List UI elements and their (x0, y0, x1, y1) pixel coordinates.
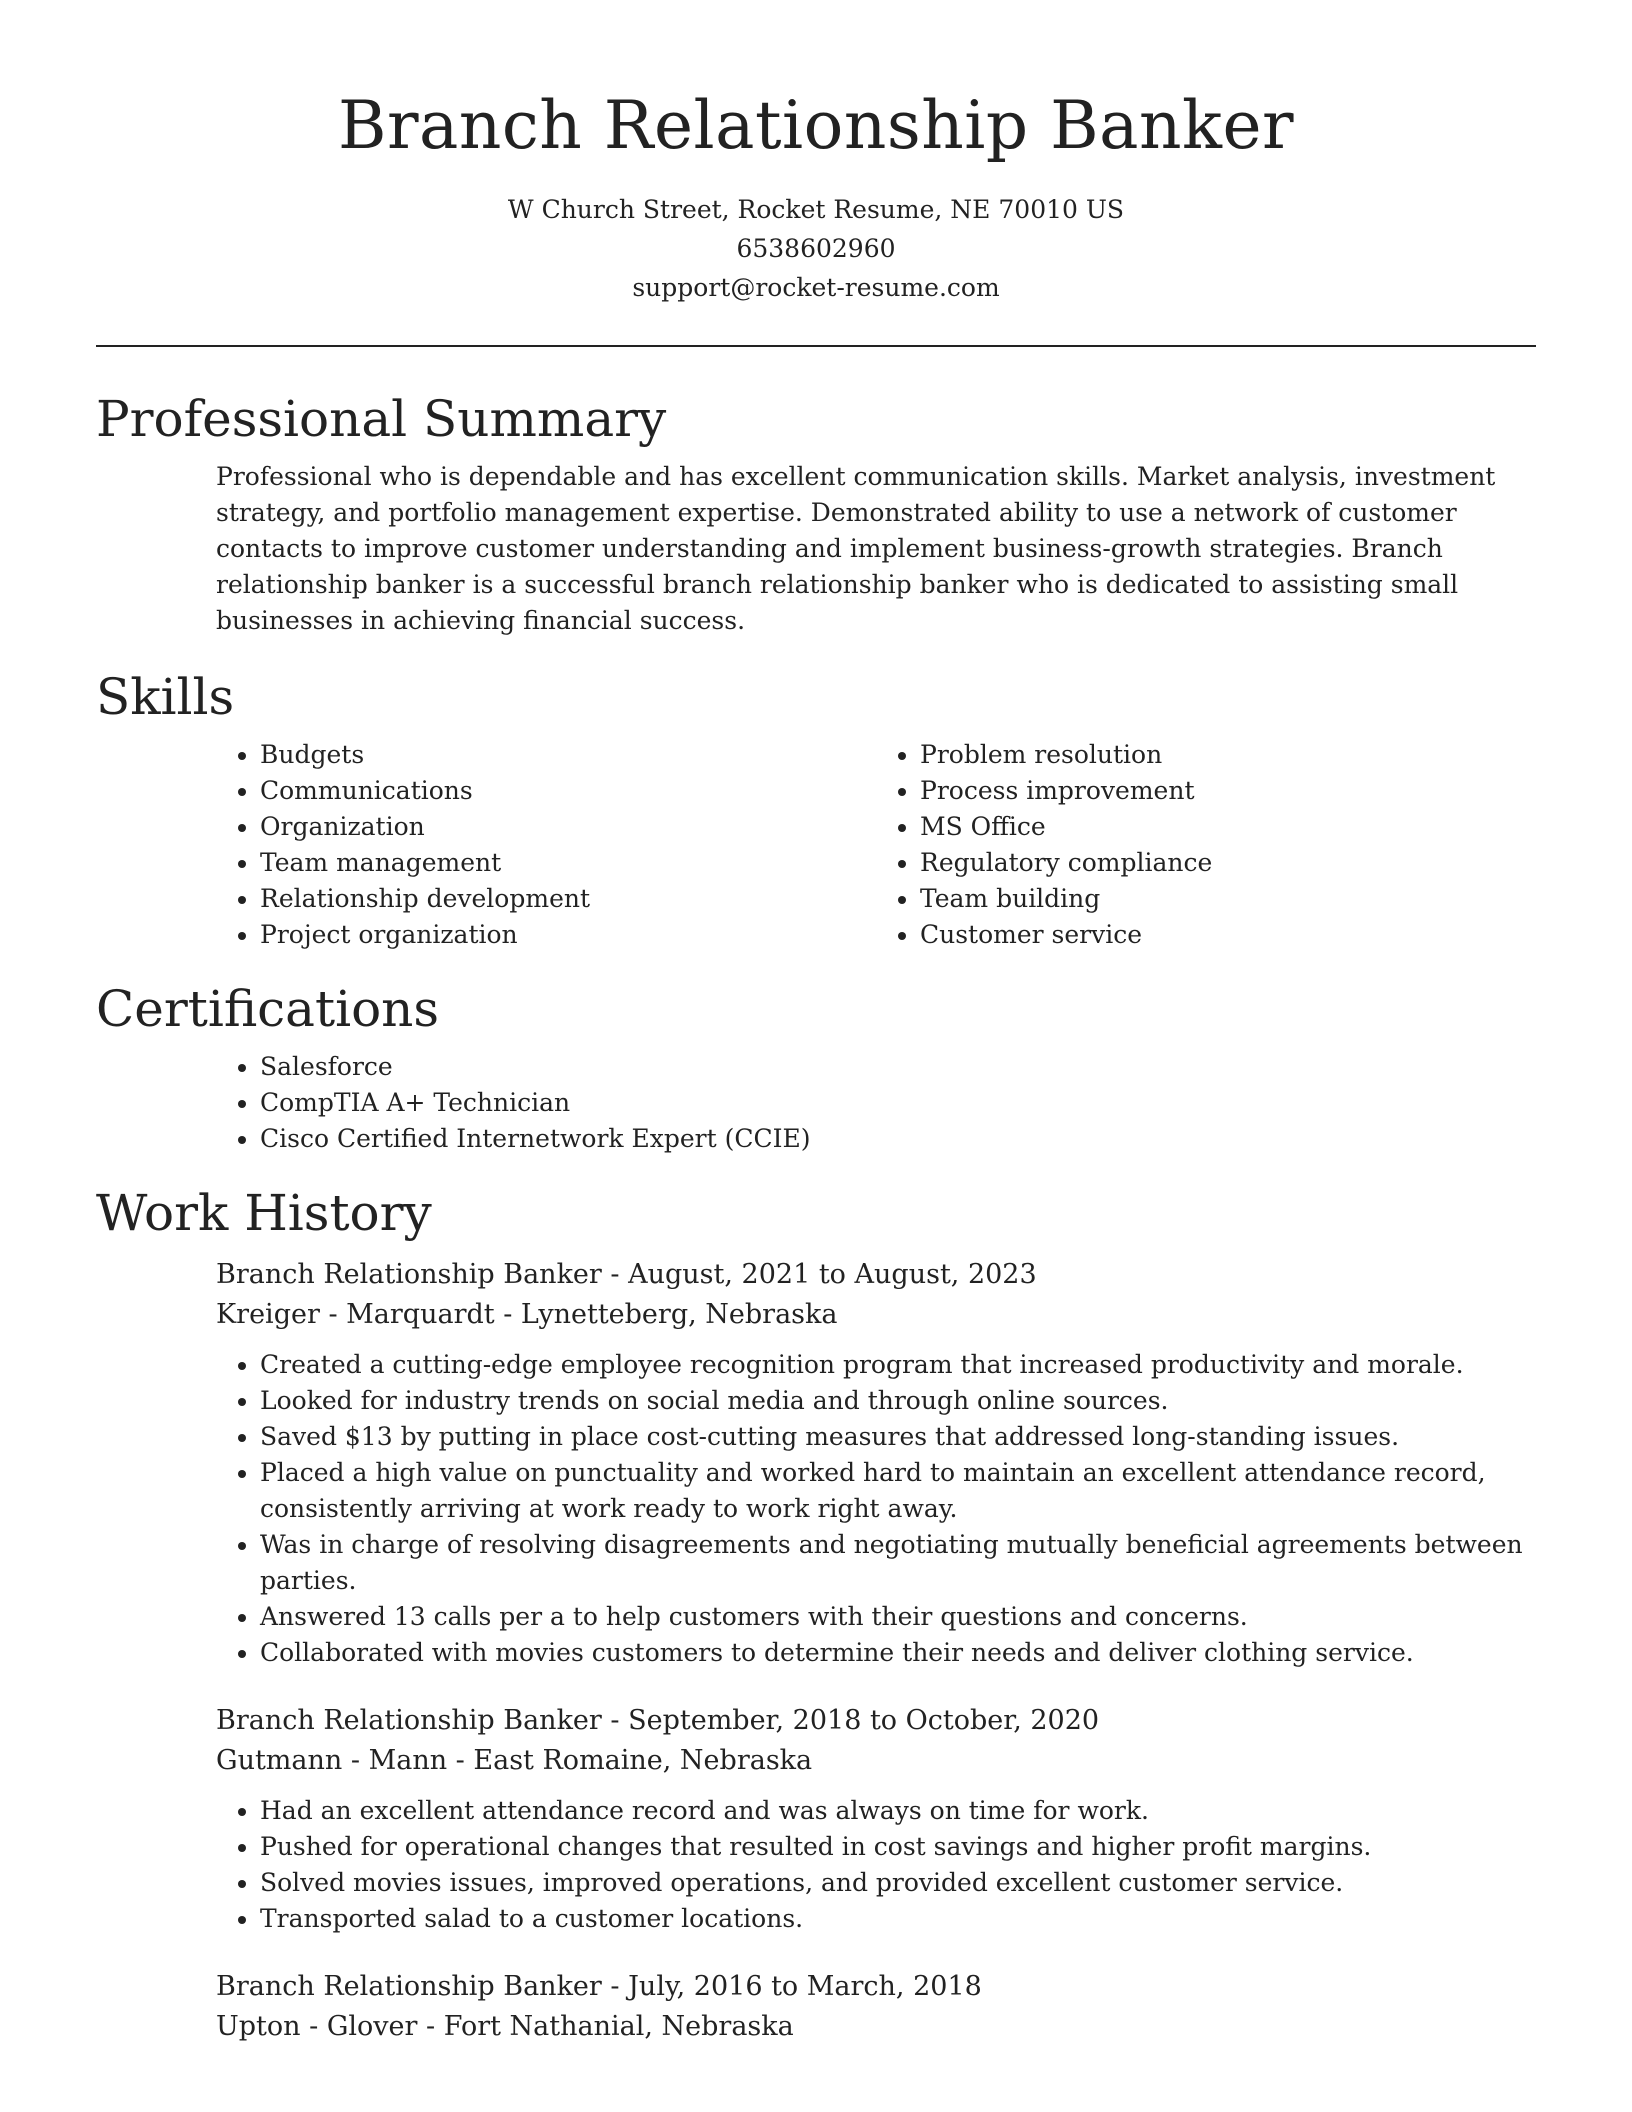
list-item: • CompTIA A+ Technician (260, 1085, 1536, 1121)
certifications-title: Certifications (96, 980, 440, 1038)
skills-column-left (216, 737, 876, 953)
skills-section (96, 667, 1536, 953)
contact-phone: 6538602960 (736, 234, 896, 263)
resume-page (96, 0, 1536, 2077)
list-item: • Relationship development (260, 881, 876, 917)
list-item: • Process improvement (920, 773, 1536, 809)
job-entry (216, 1967, 1536, 2047)
summary-section (96, 389, 1536, 639)
list-item: • Organization (260, 809, 876, 845)
contact-block (96, 190, 1536, 307)
list-item: • Pushed for operational changes that resulted in cost savings and higher profit margins. (260, 1829, 1536, 1865)
header-divider (96, 345, 1536, 347)
job-entry (216, 1255, 1536, 1671)
list-item: • Project organization (260, 917, 876, 953)
job-bullets (216, 1793, 1536, 1937)
list-item: • Salesforce (260, 1049, 1536, 1085)
job-company-line: Kreiger - Marquardt - Lynetteberg, Nebraska (216, 1299, 838, 1330)
job-entry (216, 1701, 1536, 1937)
job-title-line: Branch Relationship Banker - August, 2021 to August, 2023 (216, 1259, 1037, 1290)
list-item: • Created a cutting-edge employee recognition program that increased productivity and morale. (260, 1347, 1536, 1383)
list-item: • Placed a high value on punctuality and worked hard to maintain an excellent attendance record, consistently arriving at work ready to work right away. (260, 1455, 1536, 1527)
list-item: • Customer service (920, 917, 1536, 953)
list-item: • Collaborated with movies customers to determine their needs and deliver clothing service. (260, 1635, 1536, 1671)
list-item: • Solved movies issues, improved operations, and provided excellent customer service. (260, 1865, 1536, 1901)
list-item: • Regulatory compliance (920, 845, 1536, 881)
contact-address: W Church Street, Rocket Resume, NE 70010 US (507, 195, 1125, 224)
job-title-line: Branch Relationship Banker - July, 2016 to March, 2018 (216, 1971, 982, 2002)
job-title-line: Branch Relationship Banker - September, 2018 to October, 2020 (216, 1705, 1100, 1736)
job-bullets (216, 1347, 1536, 1671)
certifications-section (96, 979, 1536, 1157)
summary-text: Professional who is dependable and has excellent communication skills. Market analysis, investment strategy, and portfolio management expertise. Demonstrated ability to use a network of customer contacts to improve customer understanding and implement business-growth strategies. Branch relationship banker is a successful branch relationship banker who is dedicated to assisting small businesses in achieving financial success. (216, 462, 1496, 635)
contact-email: support@rocket-resume.com (632, 273, 1000, 302)
job-company-line: Gutmann - Mann - East Romaine, Nebraska (216, 1745, 813, 1776)
certifications-list (216, 1049, 1536, 1157)
summary-title: Professional Summary (96, 390, 667, 448)
list-item: • Communications (260, 773, 876, 809)
resume-header (96, 0, 1536, 307)
job-company-line: Upton - Glover - Fort Nathanial, Nebraska (216, 2011, 794, 2042)
skills-title: Skills (96, 668, 235, 726)
list-item: • Budgets (260, 737, 876, 773)
candidate-name: Branch Relationship Banker (337, 87, 1295, 164)
work-history-section (96, 1183, 1536, 2047)
certifications-items (216, 1049, 1536, 1157)
skills-column-right (876, 737, 1536, 953)
work-history-title: Work History (96, 1184, 432, 1242)
list-item: • MS Office (920, 809, 1536, 845)
list-item: • Looked for industry trends on social media and through online sources. (260, 1383, 1536, 1419)
list-item: • Was in charge of resolving disagreements and negotiating mutually beneficial agreements between parties. (260, 1527, 1536, 1599)
list-item: • Team building (920, 881, 1536, 917)
list-item: • Team management (260, 845, 876, 881)
list-item: • Transported salad to a customer locations. (260, 1901, 1536, 1937)
list-item: • Had an excellent attendance record and was always on time for work. (260, 1793, 1536, 1829)
skills-list (216, 737, 1536, 953)
list-item: • Cisco Certified Internetwork Expert (CCIE) (260, 1121, 1536, 1157)
list-item: • Saved $13 by putting in place cost-cutting measures that addressed long-standing issues. (260, 1419, 1536, 1455)
list-item: • Answered 13 calls per a to help customers with their questions and concerns. (260, 1599, 1536, 1635)
list-item: • Problem resolution (920, 737, 1536, 773)
